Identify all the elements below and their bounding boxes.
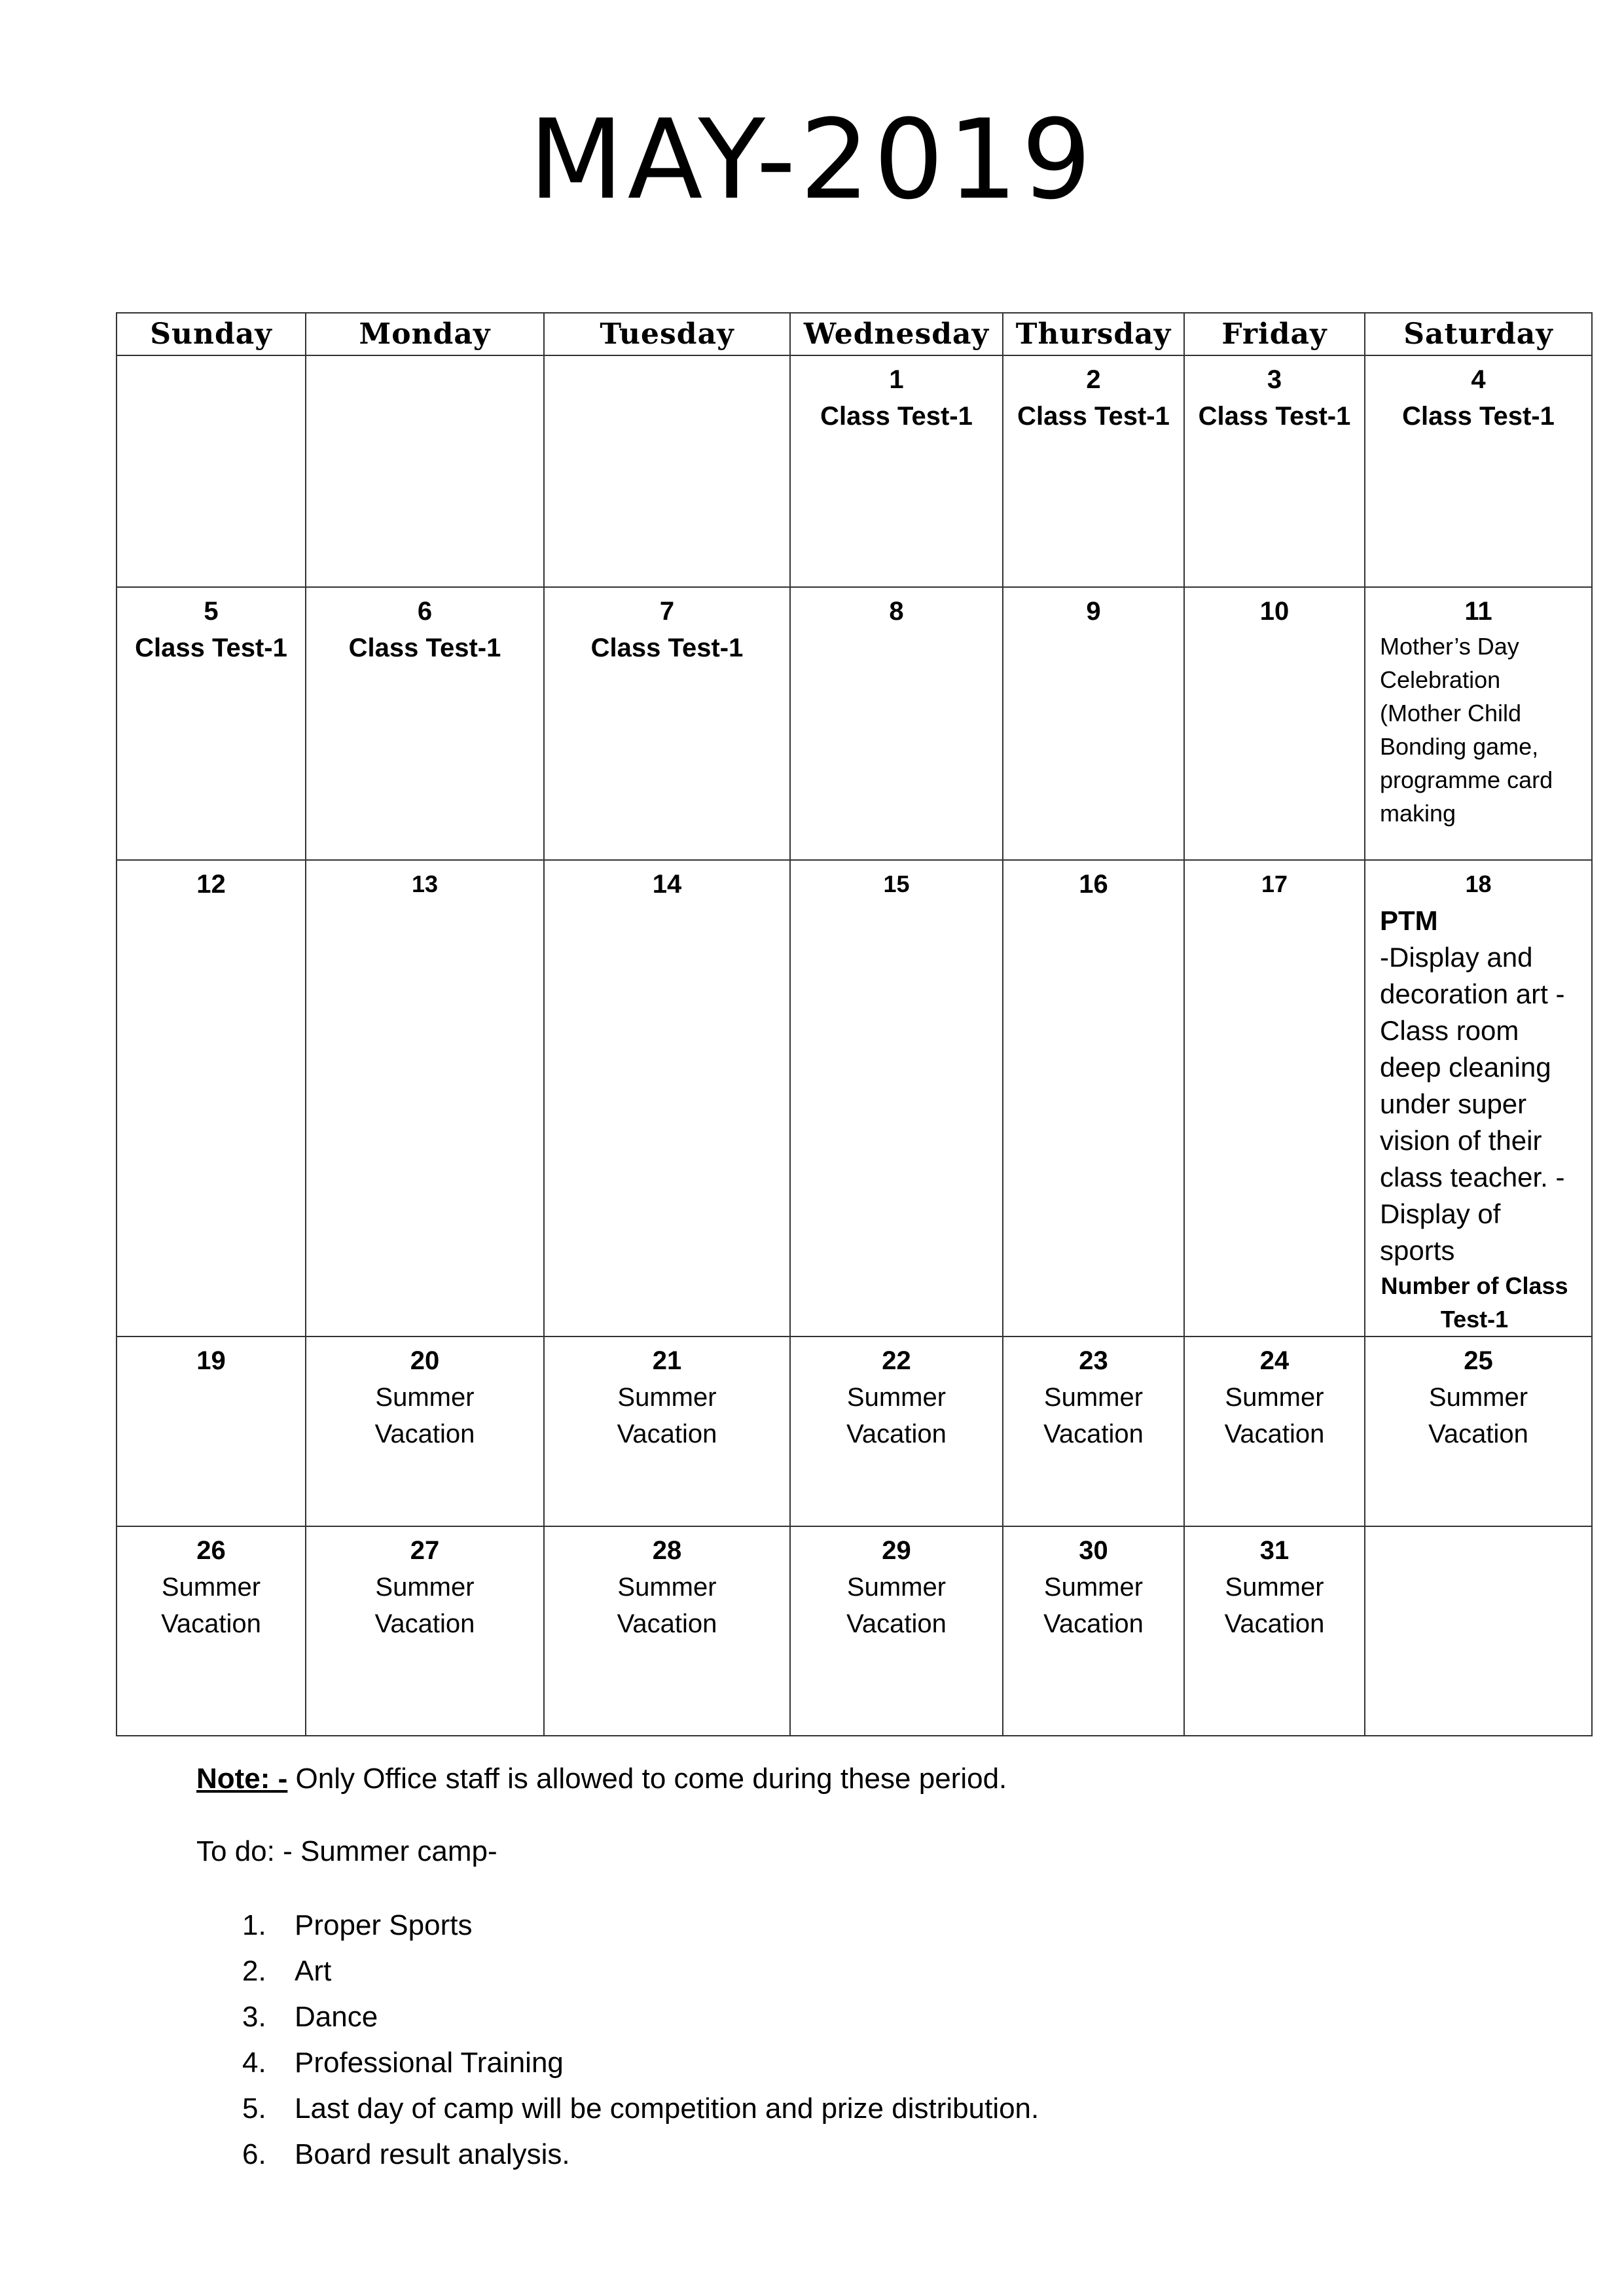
todo-heading: To do: - Summer camp- [196,1835,497,1867]
event-line: Summer [617,1573,717,1602]
list-number: 6. [242,2138,266,2170]
empty-day-cell [306,355,544,587]
day-cell [117,860,306,1336]
date-number: 22 [882,1346,911,1375]
list-text: Last day of camp will be competition and prize distribution. [295,2092,1039,2125]
day-cell [306,587,544,860]
list-text: Dance [295,2001,378,2033]
week-row [117,1336,1592,1526]
event-line: Summer [846,1383,947,1412]
page-title: MAY-2019 [528,96,1096,224]
day-cell [544,1526,790,1736]
list-item [242,2090,1039,2136]
date-number: 5 [204,597,219,626]
list-text: Art [295,1955,332,1987]
date-number: 21 [652,1346,682,1375]
date-number: 19 [196,1346,226,1375]
event-line: Summer [161,1573,261,1602]
event-text: Class Test-1 [1198,402,1351,431]
event-line: Vacation [1043,1420,1144,1448]
event-line: class teacher. - [1380,1162,1565,1193]
day-cell [1003,860,1184,1336]
date-number: 15 [883,870,910,897]
date-number: 28 [652,1536,682,1565]
date-number: 6 [417,597,433,626]
event-text: Class Test-1 [348,634,501,662]
day-cell [306,1526,544,1736]
date-number: 11 [1464,597,1492,626]
day-cell [1184,355,1365,587]
day-header-tuesday: Tuesday [544,313,790,355]
note-label: Note: - [196,1763,288,1795]
date-number: 7 [659,597,675,626]
event-footer-line: Number of Class [1380,1272,1568,1299]
event-line: decoration art - [1380,978,1565,1009]
event-line: Display of [1380,1198,1501,1229]
list-item [242,2045,1039,2090]
list-number: 5. [242,2092,266,2125]
day-cell [1365,860,1592,1336]
event-line: Vacation [617,1609,717,1638]
event-line: Vacation [1428,1420,1528,1448]
event-line: Mother’s Day [1380,633,1519,660]
list-number: 3. [242,2001,266,2033]
date-number: 29 [882,1536,911,1565]
day-cell [1365,1336,1592,1526]
calendar-table [116,312,1593,1736]
day-cell [790,355,1003,587]
date-number: 13 [411,870,439,897]
date-number: 20 [410,1346,440,1375]
day-cell [1184,1526,1365,1736]
event-line: deep cleaning [1380,1052,1551,1083]
day-cell [117,1336,306,1526]
day-cell [544,1336,790,1526]
day-header-monday: Monday [306,313,544,355]
week-row [117,860,1592,1336]
date-number: 9 [1086,597,1101,626]
day-cell [1003,1336,1184,1526]
day-cell [1184,587,1365,860]
event-line: Summer [375,1383,475,1412]
event-line: Vacation [374,1420,475,1448]
event-line: Vacation [846,1420,947,1448]
list-text: Professional Training [295,2047,564,2079]
date-number: 3 [1267,365,1282,394]
event-line: Summer [1428,1383,1528,1412]
day-cell [790,587,1003,860]
date-number: 23 [1079,1346,1108,1375]
day-cell [306,1336,544,1526]
day-header-friday: Friday [1184,313,1365,355]
empty-day-cell [1365,1526,1592,1736]
list-item [242,1907,1039,1953]
event-line: programme card [1380,766,1553,793]
empty-day-cell [117,355,306,587]
date-number: 2 [1086,365,1101,394]
event-heading: PTM [1380,905,1438,936]
date-number: 25 [1464,1346,1493,1375]
event-line: Vacation [1224,1609,1325,1638]
calendar-header-row [117,313,1592,355]
date-number: 27 [410,1536,440,1565]
event-line: Summer [1225,1573,1324,1602]
event-line: Summer [846,1573,947,1602]
date-number: 26 [196,1536,226,1565]
list-item [242,2136,1039,2182]
event-line: Summer [1043,1573,1144,1602]
event-line: Vacation [161,1609,261,1638]
day-header-sunday: Sunday [117,313,306,355]
date-number: 31 [1259,1536,1290,1565]
day-cell [1003,355,1184,587]
event-line: Vacation [846,1609,947,1638]
week-row [117,355,1592,587]
date-number: 24 [1259,1346,1290,1375]
day-header-saturday: Saturday [1365,313,1592,355]
week-row [117,587,1592,860]
day-header-wednesday: Wednesday [790,313,1003,355]
week-row [117,1526,1592,1736]
date-number: 14 [652,870,682,899]
list-number: 1. [242,1909,266,1941]
event-line: sports [1380,1235,1455,1266]
date-number: 10 [1259,597,1290,626]
date-number: 17 [1261,870,1288,897]
note [196,1763,1007,1795]
event-line: Summer [375,1573,475,1602]
event-line: (Mother Child [1380,700,1522,726]
event-line: -Display and [1380,942,1533,973]
day-cell [1003,1526,1184,1736]
date-number: 30 [1079,1536,1108,1565]
empty-day-cell [544,355,790,587]
event-line: Celebration [1380,666,1501,693]
todo-list [242,1907,1039,2182]
day-header-thursday: Thursday [1003,313,1184,355]
event-line: Summer [1225,1383,1324,1412]
date-number: 12 [196,870,226,899]
date-number: 18 [1465,870,1492,897]
day-cell [1184,860,1365,1336]
day-cell [790,1336,1003,1526]
event-line: Class room [1380,1015,1519,1046]
list-number: 4. [242,2047,266,2079]
day-cell [1003,587,1184,860]
date-number: 1 [889,365,904,394]
date-number: 8 [889,597,904,626]
day-cell [306,860,544,1336]
event-line: Vacation [1224,1420,1325,1448]
day-cell [1365,355,1592,587]
event-line: under super [1380,1088,1527,1119]
event-text: Class Test-1 [1017,402,1170,431]
note-text: Only Office staff is allowed to come during these period. [287,1763,1007,1795]
day-cell [544,587,790,860]
event-text: Class Test-1 [135,634,287,662]
day-cell [544,860,790,1336]
event-line: Summer [1043,1383,1144,1412]
event-footer-line: Test-1 [1440,1306,1509,1333]
list-item [242,1999,1039,2045]
day-cell [790,860,1003,1336]
day-cell [1184,1336,1365,1526]
event-line: Vacation [1043,1609,1144,1638]
day-cell [117,587,306,860]
day-cell [1365,587,1592,860]
event-line: vision of their [1380,1125,1542,1156]
day-cell [117,1526,306,1736]
event-text: Class Test-1 [1402,402,1555,431]
event-line: Vacation [617,1420,717,1448]
event-line: Summer [617,1383,717,1412]
event-line: making [1380,800,1456,827]
event-line: Vacation [374,1609,475,1638]
event-text: Class Test-1 [820,402,973,431]
event-text: Class Test-1 [590,634,744,662]
list-text: Proper Sports [295,1909,473,1941]
date-number: 4 [1471,365,1486,394]
event-line: Bonding game, [1380,733,1539,760]
list-text: Board result analysis. [295,2138,570,2170]
list-item [242,1953,1039,1999]
day-cell [790,1526,1003,1736]
date-number: 16 [1079,870,1108,899]
list-number: 2. [242,1955,266,1987]
